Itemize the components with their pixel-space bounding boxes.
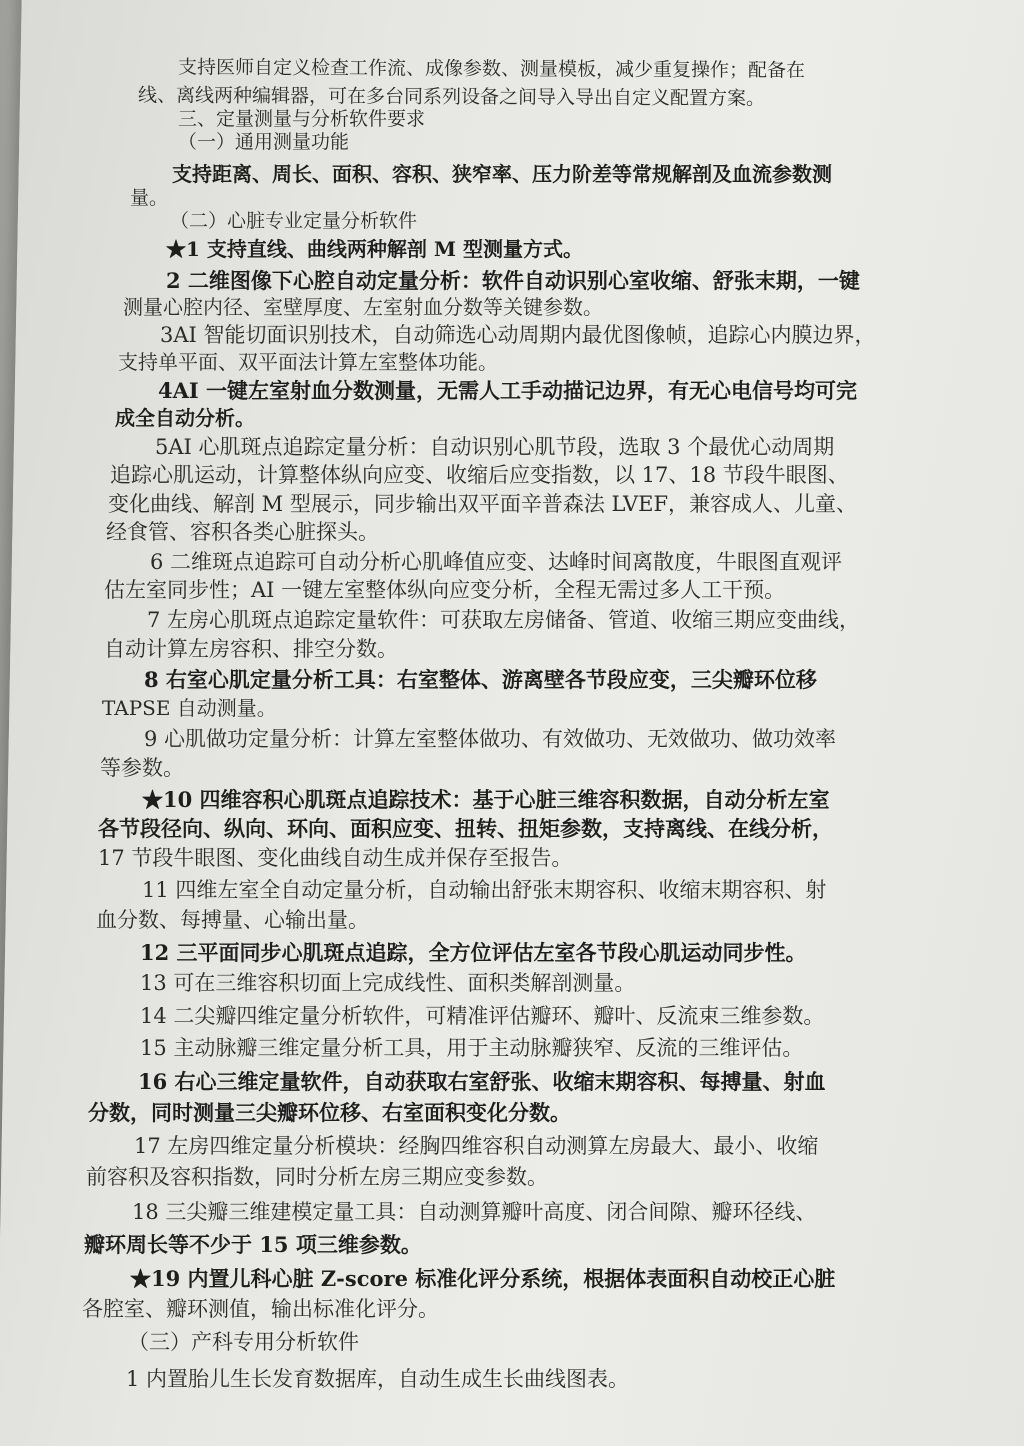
text-line: 支持距离、周长、面积、容积、狭窄率、压力阶差等常规解剖及血流参数测: [172, 162, 832, 186]
text-line: 各腔室、瓣环测值，输出标准化评分。: [82, 1297, 439, 1321]
text-line: 支持单平面、双平面法计算左室整体功能。: [118, 350, 498, 374]
text-line: 经食管、容积各类心脏探头。: [106, 520, 379, 544]
text-line: 估左室同步性；AI 一键左室整体纵向应变分析，全程无需过多人工干预。: [104, 578, 786, 602]
text-line: 17 左房四维定量分析模块：经胸四维容积自动测算左房最大、最小、收缩: [134, 1134, 819, 1158]
text-line: 14 二尖瓣四维定量分析软件，可精准评估瓣环、瓣叶、反流束三维参数。: [140, 1004, 825, 1028]
text-line: ★19 内置儿科心脏 Z-score 标准化评分系统，根据体表面积自动校正心脏: [130, 1266, 836, 1291]
text-line: 瓣环周长等不少于 15 项三维参数。: [84, 1232, 422, 1257]
text-line: 线、离线两种编辑器，可在多台同系列设备之间导入导出自定义配置方案。: [137, 84, 766, 110]
text-line: 18 三尖瓣三维建模定量工具：自动测算瓣叶高度、闭合间隙、瓣环径线、: [132, 1200, 817, 1224]
text-line: 1 内置胎儿生长发育数据库，自动生成生长曲线图表。: [126, 1367, 630, 1391]
text-line: 支持医师自定义检查工作流、成像参数、测量模板，减少重复操作；配备在: [177, 56, 806, 82]
text-line: 8 右室心肌定量分析工具：右室整体、游离壁各节段应变，三尖瓣环位移: [144, 667, 817, 692]
text-line: 分数，同时测量三尖瓣环位移、右室面积变化分数。: [88, 1100, 571, 1125]
text-line: 17 节段牛眼图、变化曲线自动生成并保存至报告。: [98, 846, 573, 870]
text-line: 前容积及容积指数，同时分析左房三期应变参数。: [86, 1165, 548, 1189]
subsection-heading: （一）通用测量功能: [178, 131, 350, 153]
text-line: 11 四维左室全自动定量分析，自动输出舒张末期容积、收缩末期容积、射: [142, 878, 827, 902]
text-line: 追踪心肌运动，计算整体纵向应变、收缩后应变指数，以 17、18 节段牛眼图、: [110, 463, 849, 487]
text-line: ★1 支持直线、曲线两种解剖 M 型测量方式。: [166, 237, 583, 261]
text-line: 血分数、每搏量、心输出量。: [96, 908, 369, 932]
text-line: TAPSE 自动测量。: [102, 696, 277, 720]
text-line: 等参数。: [100, 756, 184, 780]
text-line: 变化曲线、解剖 M 型展示，同步输出双平面辛普森法 LVEF，兼容成人、儿童、: [108, 492, 858, 516]
text-line: 4AI 一键左室射血分数测量，无需人工手动描记边界，有无心电信号均可完: [158, 378, 858, 403]
text-line: 13 可在三维容积切面上完成线性、面积类解剖测量。: [140, 971, 636, 995]
text-line: 自动计算左房容积、排空分数。: [104, 637, 398, 661]
text-line: 5AI 心肌斑点追踪定量分析：自动识别心肌节段，选取 3 个最优心动周期: [155, 435, 835, 459]
text-line: 成全自动分析。: [115, 406, 255, 430]
text-line: 2 二维图像下心腔自动定量分析：软件自动识别心室收缩、舒张末期，一键: [166, 268, 860, 293]
text-line: 7 左房心肌斑点追踪定量软件：可获取左房储备、管道、收缩三期应变曲线，: [147, 608, 861, 632]
text-line: 6 二维斑点追踪可自动分析心肌峰值应变、达峰时间离散度，牛眼图直观评: [150, 550, 843, 574]
text-line: 3AI 智能切面识别技术，自动筛选心动周期内最优图像帧，追踪心内膜边界，: [160, 323, 876, 347]
text-line: ★10 四维容积心肌斑点追踪技术：基于心脏三维容积数据，自动分析左室: [142, 787, 830, 812]
subsection-heading: （二）心脏专业定量分析软件: [170, 210, 418, 232]
text-line: 16 右心三维定量软件，自动获取右室舒张、收缩末期容积、每搏量、射血: [138, 1069, 826, 1094]
text-line: 量。: [130, 187, 169, 209]
section-heading: 三、定量测量与分析软件要求: [178, 108, 426, 130]
text-line: 各节段径向、纵向、环向、面积应变、扭转、扭矩参数，支持离线、在线分析，: [98, 816, 833, 841]
text-line: 12 三平面同步心肌斑点追踪，全方位评估左室各节段心肌运动同步性。: [140, 940, 807, 965]
text-line: 15 主动脉瓣三维定量分析工具，用于主动脉瓣狭窄、反流的三维评估。: [140, 1036, 804, 1060]
text-line: 测量心腔内径、室壁厚度、左室射血分数等关键参数。: [123, 295, 603, 319]
subsection-heading: （三）产科专用分析软件: [128, 1330, 359, 1354]
text-line: 9 心肌做功定量分析：计算左室整体做功、有效做功、无效做功、做功效率: [144, 727, 837, 751]
